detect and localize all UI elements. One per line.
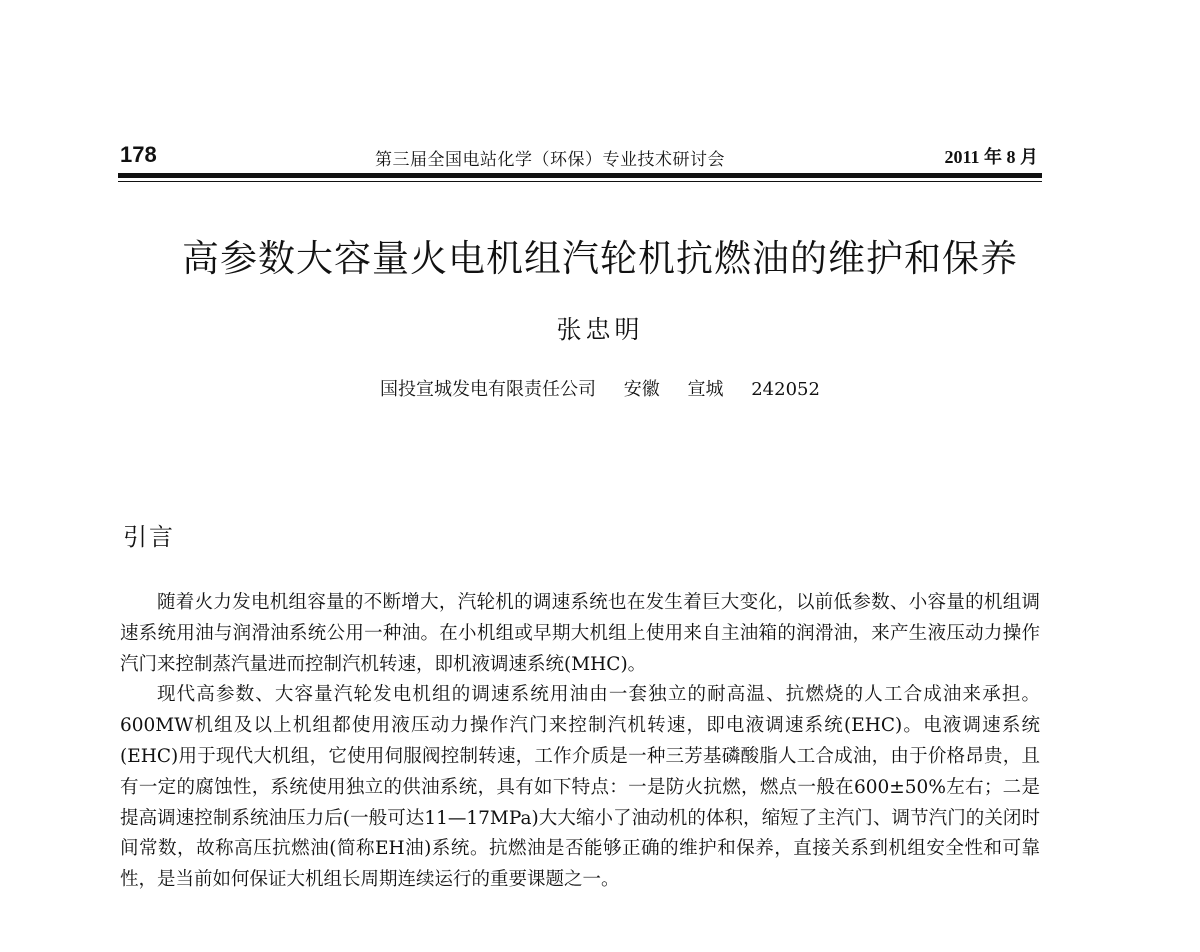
affiliation-postcode: 242052 [751,379,820,400]
paragraph: 随着火力发电机组容量的不断增大，汽轮机的调速系统也在发生着巨大变化，以前低参数、小容量的机组调速系统用油与润滑油系统公用一种油。在小机组或早期大机组上使用来自主油箱的润滑油，来产生液压动力操作汽门来控制蒸汽量进而控制汽机转速，即机液调速系统(MHC)。 [120,592,1040,675]
running-header-date: 2011 年 8 月 [944,147,1038,167]
paragraph: 现代高参数、大容量汽轮发电机组的调速系统用油由一套独立的耐高温、抗燃烧的人工合成油来承担。600MW机组及以上机组都使用液压动力操作汽门来控制汽机转速，即电液调速系统(EHC)。电液调速系统(EHC)用于现代大机组，它使用伺服阀控制转速，工作介质是一种三芳基磷酸脂人工合成油，由于价格昂贵，且有一定的腐蚀性，系统使用独立的供油系统，具有如下特点：一是防火抗燃，燃点一般在600±50%左右；二是提高调速控制系统油压力后(一般可达11—17MPa)大大缩小了油动机的体积，缩短了主汽门、调节汽门的关闭时间常数，故称高压抗燃油(简称EH油)系统。抗燃油是否能够正确的维护和保养，直接关系到机组安全性和可靠性，是当前如何保证大机组长周期连续运行的重要课题之一。 [120,684,1040,891]
affiliation-organization: 国投宣城发电有限责任公司 [380,379,597,400]
affiliation-city: 宣城 [687,379,724,400]
author-name: 张忠明 [556,315,644,344]
section-heading: 引言 [123,523,175,551]
header-rule-thick [118,173,1042,178]
affiliation-province: 安徽 [623,379,660,400]
section-body [120,588,1040,896]
affiliation-line [100,375,1100,401]
article-title: 高参数大容量火电机组汽轮机抗燃油的维护和保养 [182,237,1018,280]
header-rule-thin [118,181,1042,182]
page-number: 178 [120,142,157,167]
running-header-conference: 第三届全国电站化学（环保）专业技术研讨会 [375,150,725,170]
